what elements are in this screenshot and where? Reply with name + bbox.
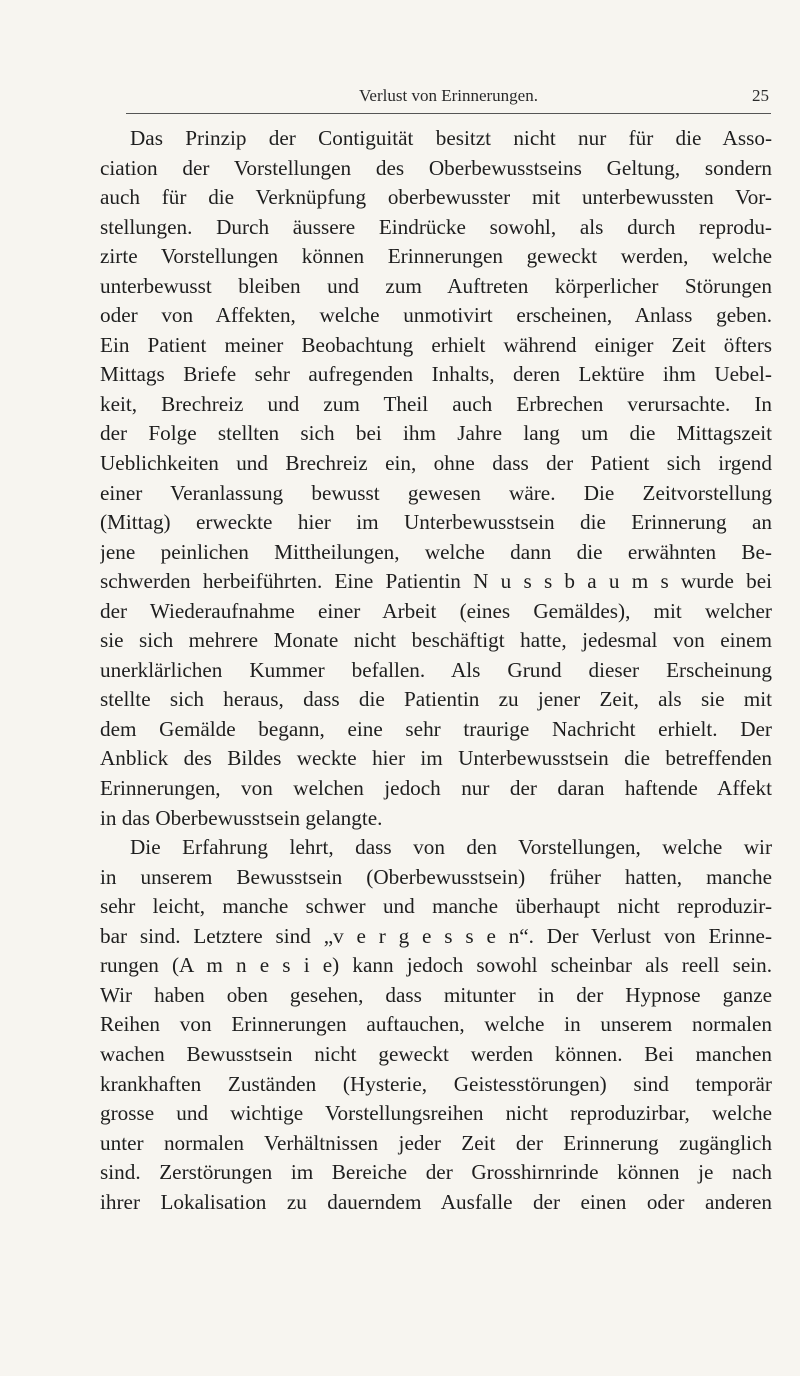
header-rule (126, 113, 771, 114)
text-line: der Folge stellten sich bei ihm Jahre lang um die Mittagszeit (100, 421, 772, 446)
text-line: krankhaften Zuständen (Hysterie, Geistesstörungen) sind temporär (100, 1071, 772, 1096)
text-line: oder von Affekten, welche unmotivirt erscheinen, Anlass geben. (100, 303, 772, 328)
text-line: stellte sich heraus, dass die Patientin zu jener Zeit, als sie mit (100, 687, 772, 712)
text-line: in unserem Bewusstsein (Oberbewusstsein) früher hatten, manche (100, 864, 772, 889)
text-line: Anblick des Bildes weckte hier im Unterbewusstsein die betreffenden (100, 746, 772, 771)
page-number: 25 (752, 86, 769, 105)
text-line: jene peinlichen Mittheilungen, welche dann die erwähnten Be- (100, 539, 772, 564)
text-line: Ueblichkeiten und Brechreiz ein, ohne dass der Patient sich irgend (100, 451, 772, 476)
text-line: unter normalen Verhältnissen jeder Zeit der Erinnerung zugänglich (100, 1130, 772, 1155)
running-head (126, 86, 771, 112)
text-line: auch für die Verknüpfung oberbewusster mit unterbewussten Vor- (100, 185, 772, 210)
text-line: sehr leicht, manche schwer und manche überhaupt nicht reproduzir- (100, 894, 772, 919)
text-line: unterbewusst bleiben und zum Auftreten körperlicher Störungen (100, 273, 772, 298)
text-line: Ein Patient meiner Beobachtung erhielt während einiger Zeit öfters (100, 332, 772, 357)
text-line: (Mittag) erweckte hier im Unterbewusstsein die Erinnerung an (100, 510, 772, 535)
text-line: Mittags Briefe sehr aufregenden Inhalts, deren Lektüre ihm Uebel- (100, 362, 772, 387)
text-line: Erinnerungen, von welchen jedoch nur der daran haftende Affekt (100, 776, 772, 801)
text-line: Das Prinzip der Contiguität besitzt nicht nur für die Asso- (130, 126, 772, 150)
text-line: zirte Vorstellungen können Erinnerungen geweckt werden, welche (100, 244, 772, 269)
running-title: Verlust von Erinnerungen. (359, 86, 538, 105)
text-line: Reihen von Erinnerungen auftauchen, welche in unserem normalen (100, 1012, 772, 1037)
text-line: bar sind. Letztere sind „v e r g e s s e n“. Der Verlust von Erinne- (100, 923, 772, 948)
text-line: rungen (A m n e s i e) kann jedoch sowohl scheinbar als reell sein. (100, 953, 772, 978)
text-line: stellungen. Durch äussere Eindrücke sowohl, als durch reprodu- (100, 214, 772, 239)
text-line: unerklärlichen Kummer befallen. Als Grund dieser Erscheinung (100, 657, 772, 682)
text-line: grosse und wichtige Vorstellungsreihen nicht reproduzirbar, welche (100, 1101, 772, 1126)
text-line: sind. Zerstörungen im Bereiche der Grosshirnrinde können je nach (100, 1160, 772, 1185)
text-line: schwerden herbeiführten. Eine Patientin N u s s b a u m s wurde bei (100, 569, 772, 594)
text-line: ciation der Vorstellungen des Oberbewusstseins Geltung, sondern (100, 155, 772, 180)
text-line: Die Erfahrung lehrt, dass von den Vorstellungen, welche wir (130, 835, 772, 860)
text-line: keit, Brechreiz und zum Theil auch Erbrechen verursachte. In (100, 391, 772, 416)
text-line: in das Oberbewusstsein gelangte. (100, 805, 383, 830)
text-line: sie sich mehrere Monate nicht beschäftigt hatte, jedesmal von einem (100, 628, 772, 653)
text-line: einer Veranlassung bewusst gewesen wäre. Die Zeitvorstellung (100, 480, 772, 505)
text-line: ihrer Lokalisation zu dauerndem Ausfalle der einen oder anderen (100, 1189, 772, 1214)
text-line: wachen Bewusstsein nicht geweckt werden können. Bei manchen (100, 1041, 772, 1066)
body-text (100, 124, 772, 1217)
text-line: der Wiederaufnahme einer Arbeit (eines Gemäldes), mit welcher (100, 598, 772, 623)
text-line: dem Gemälde begann, eine sehr traurige Nachricht erhielt. Der (100, 716, 772, 741)
text-line: Wir haben oben gesehen, dass mitunter in der Hypnose ganze (100, 982, 772, 1007)
